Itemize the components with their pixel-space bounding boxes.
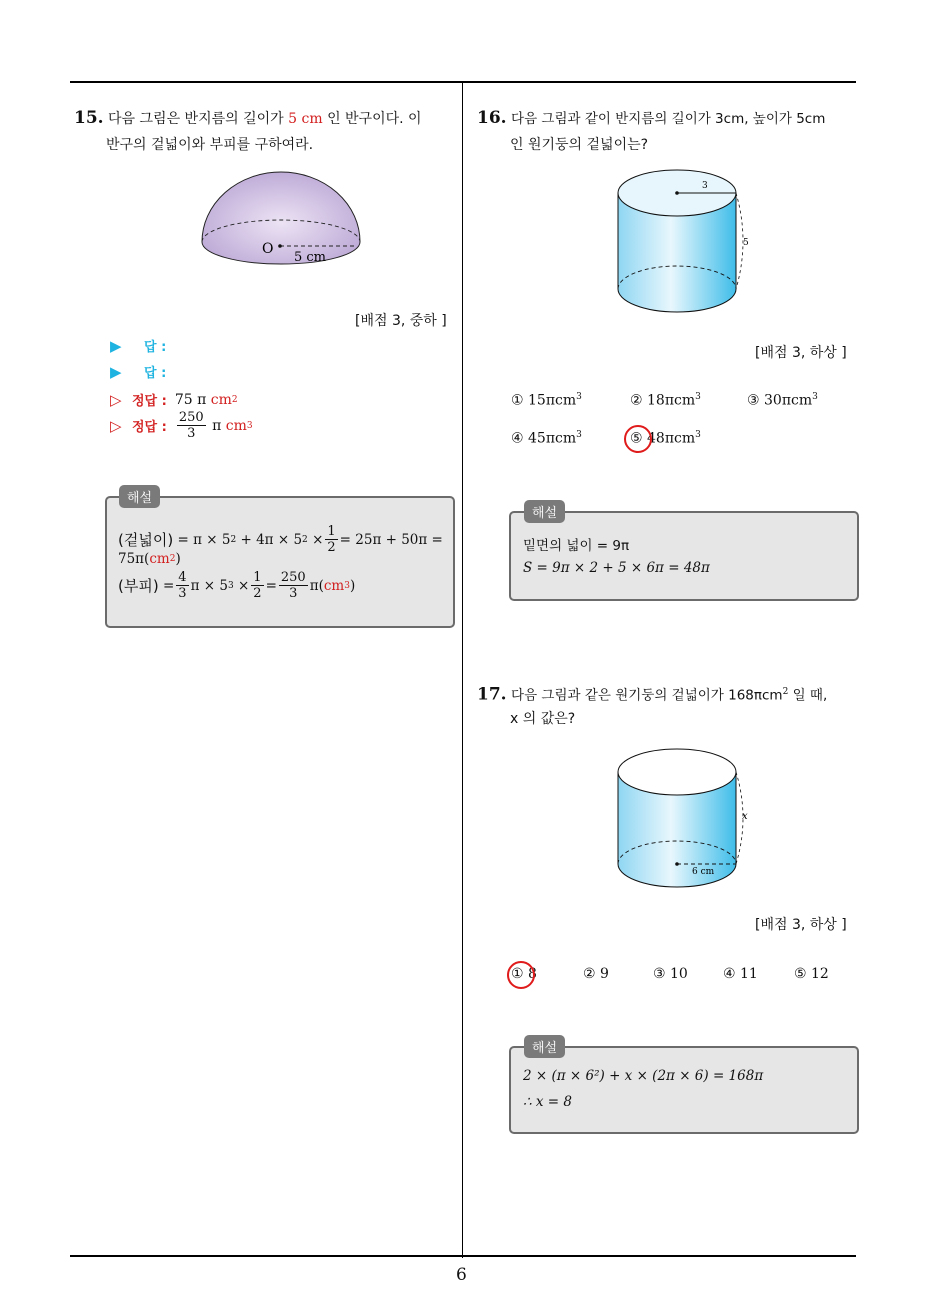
q16-choice-2[interactable]: ② 18πcm$^3$ <box>630 392 701 409</box>
q17-score: [배점 3, 하상 ] <box>755 917 847 933</box>
q17-line1: 17. 다음 그림과 같은 원기둥의 겉넓이가 168πcm$^2$ 일 때, <box>477 684 828 705</box>
q17-choice-3[interactable]: ③ 10 <box>653 966 688 982</box>
cylinder-figure-17 <box>612 740 752 892</box>
q17-solution-line1: 2 × (π × 6²) + x × (2π × 6) = 168π <box>523 1068 764 1084</box>
q16-score: [배점 3, 하상 ] <box>755 345 847 361</box>
q17-selected-circle <box>507 961 535 989</box>
cylinder16-radius-label: 3 <box>702 181 708 191</box>
q17-choice-5[interactable]: ⑤ 12 <box>794 966 829 982</box>
column-divider <box>462 82 463 1258</box>
q16-choice-3[interactable]: ③ 30πcm$^3$ <box>747 392 818 409</box>
q17-number: 17. <box>477 684 507 705</box>
q15-number: 15. <box>74 108 104 128</box>
q17-solution-tag: 해설 <box>524 1035 565 1058</box>
q17-solution-line2: ∴ x = 8 <box>523 1094 572 1110</box>
play-outline-icon: ▷ <box>110 390 122 409</box>
q17-choice-1[interactable]: ① 8 <box>511 966 537 982</box>
q16-line2: 인 원기둥의 겉넓이는? <box>510 137 649 153</box>
q15-solution-line1: (겉넓이) = π × 5 2 + 4π × 5 2 × $\frac{1}{2}$ = 25π + 50π = <box>118 524 443 555</box>
q16-choice-4[interactable]: ④ 45πcm$^3$ <box>511 430 582 447</box>
q15-answer-2: ▶ 답 : <box>110 362 167 381</box>
cylinder17-radius-label: 6 cm <box>692 867 715 877</box>
q15-answer-1: ▶ 답 : <box>110 336 167 355</box>
q17-choice-2[interactable]: ② 9 <box>583 966 609 982</box>
q15-solution-line3: (부피) = $\frac{4}{3}$ π × 5 3 × $\frac{1}{2}$ = $\frac{250}{3}$ π( cm 3 ) <box>118 570 356 601</box>
q16-solution-box <box>509 511 859 601</box>
q16-solution-line2: S = 9π × 2 + 5 × 6π = 48π <box>523 560 710 576</box>
q17-line2: x 의 값은? <box>510 711 576 727</box>
play-outline-icon: ▷ <box>110 416 122 435</box>
q15-correct-2: ▷ 정답 : $\frac{250}{3}$ π cm 3 <box>110 410 253 441</box>
hemisphere-figure <box>196 165 366 277</box>
hemisphere-center-label: O <box>262 241 274 257</box>
play-icon: ▶ <box>110 362 122 381</box>
cylinder17-height-label: x <box>742 811 748 822</box>
q15-score: [배점 3, 중하 ] <box>355 313 447 329</box>
q16-solution-line1: 밑면의 넓이 = 9π <box>523 538 630 554</box>
q15-line1: 15. 다음 그림은 반지름의 길이가 5 cm 인 반구이다. 이 <box>74 108 422 128</box>
q15-solution-line2: 75π( cm 2 ) <box>118 551 181 567</box>
q15-line2: 반구의 겉넓이와 부피를 구하여라. <box>106 137 314 153</box>
q16-line1: 16. 다음 그림과 같이 반지름의 길이가 3cm, 높이가 5cm <box>477 108 826 128</box>
hemisphere-radius-label: 5 cm <box>294 250 327 265</box>
cylinder-figure-16 <box>612 164 752 316</box>
q17-solution-box <box>509 1046 859 1134</box>
q16-choice-5[interactable]: ⑤ 48πcm$^3$ <box>630 430 701 447</box>
q16-choice-1[interactable]: ① 15πcm$^3$ <box>511 392 582 409</box>
q17-choice-4[interactable]: ④ 11 <box>723 966 758 982</box>
q16-selected-circle <box>624 425 652 453</box>
q16-solution-tag: 해설 <box>524 500 565 523</box>
cylinder16-height-label: 5 <box>743 238 749 248</box>
page-number: 6 <box>456 1265 467 1285</box>
q15-correct-1: ▷ 정답 : 75 π cm 2 <box>110 390 238 409</box>
play-icon: ▶ <box>110 336 122 355</box>
q15-solution-tag: 해설 <box>119 485 160 508</box>
q16-number: 16. <box>477 108 507 128</box>
